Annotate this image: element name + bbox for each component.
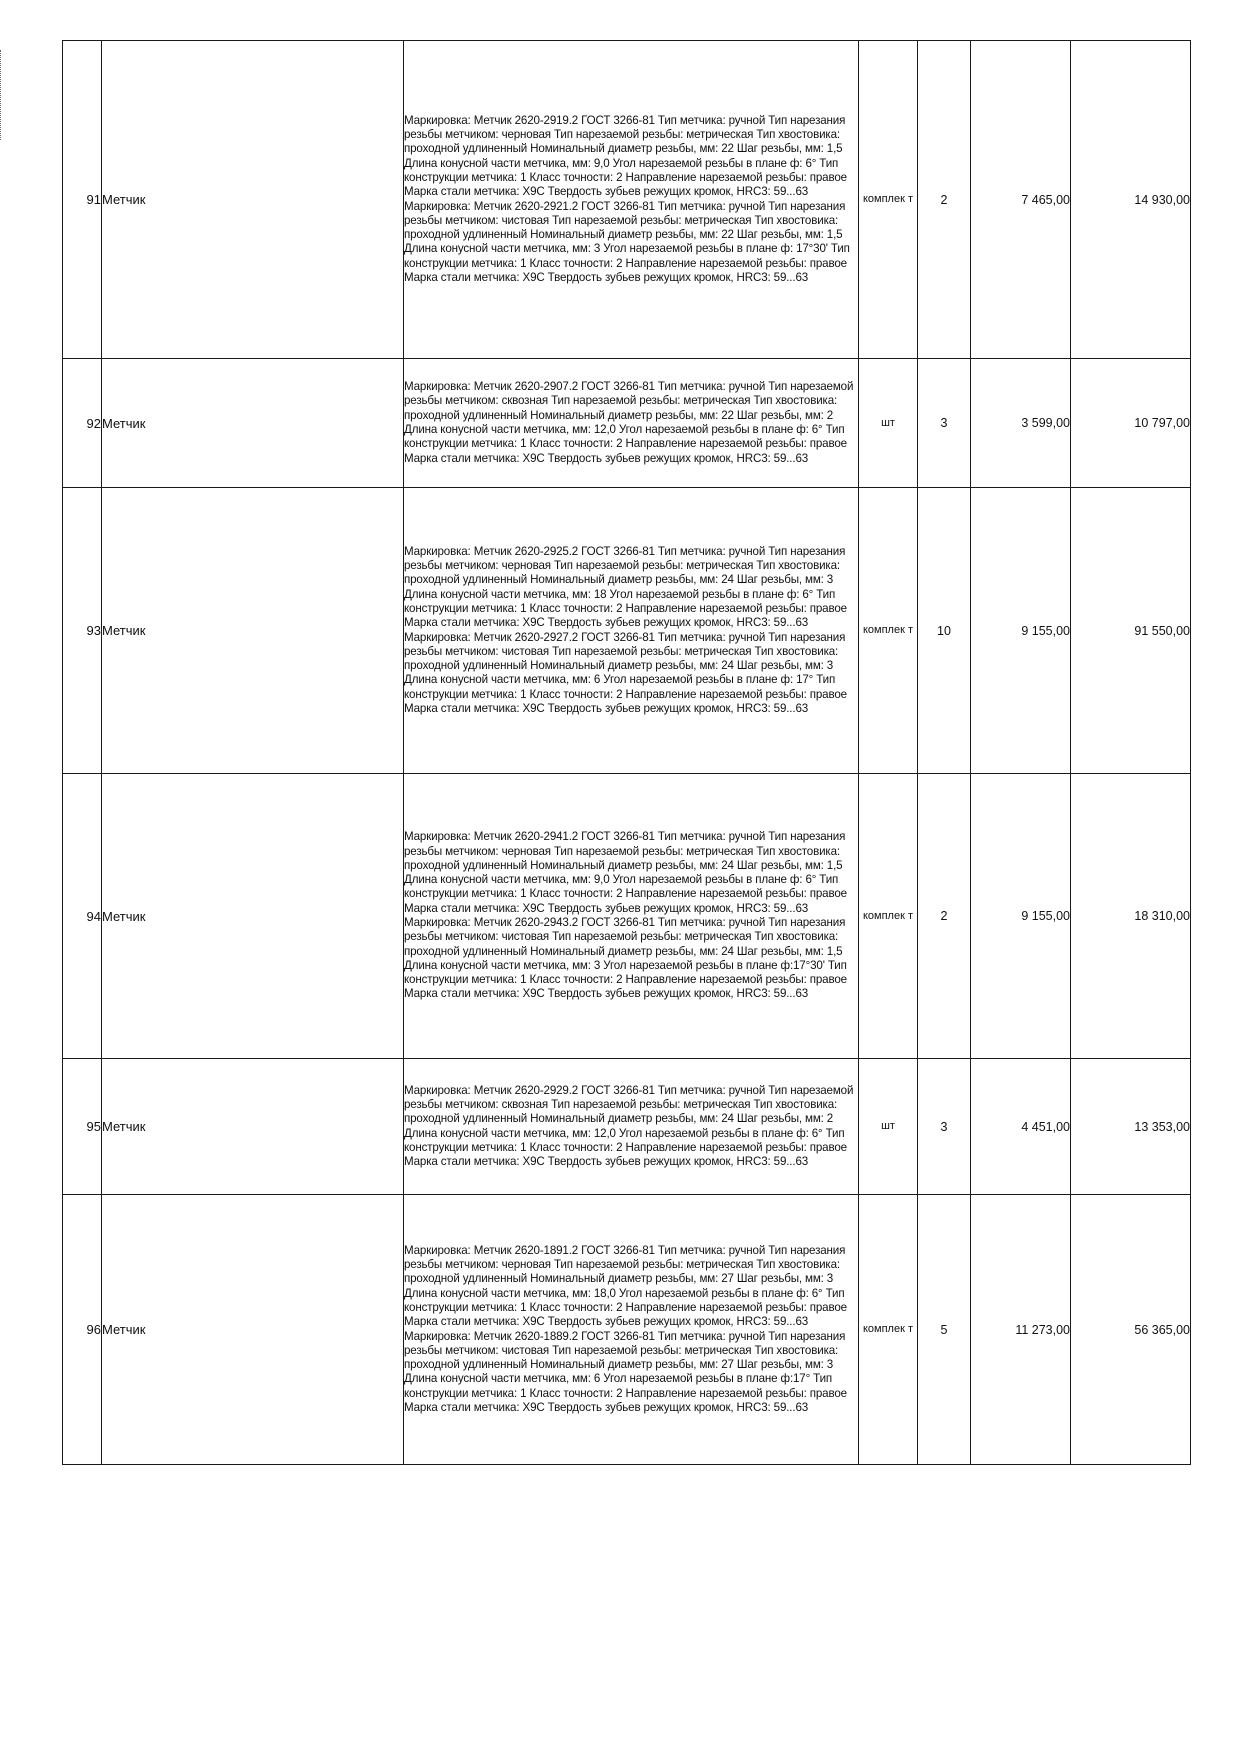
table-row — [63, 1059, 1191, 1195]
line-total: 91 550,00 — [1071, 488, 1191, 774]
quantity: 2 — [918, 774, 971, 1059]
unit-price: 9 155,00 — [971, 488, 1071, 774]
quantity: 2 — [918, 41, 971, 359]
item-description: Маркировка: Метчик 2620-2941.2 ГОСТ 3266-81 Тип метчика: ручной Тип нарезания резьбы метчиком: черновая Тип нарезаемой резьбы: метрическая Тип хвостовика: проходной удлиненный Номинальный диаметр резьбы, мм: 24 Шаг резьбы, мм: 1,5 Длина конусной части метчика, мм: 9,0 Угол нарезаемой резьбы в плане ф: 6° Тип конструкции метчика: 1 Класс точности: 2 Направление нарезаемой резьбы: правое Марка стали метчика: Х9С Твердость зубьев режущих кромок, HRC3: 59...63 Маркировка: Метчик 2620-2943.2 ГОСТ 3266-81 Тип метчика: ручной Тип нарезания резьбы метчиком: чистовая Тип нарезаемой резьбы: метрическая Тип хвостовика: проходной удлиненный Номинальный диаметр резьбы, мм: 24 Шаг резьбы, мм: 1,5 Длина конусной части метчика, мм: 3 Угол нарезаемой резьбы в плане ф:17°30' Тип конструкции метчика: 1 Класс точности: 2 Направление нарезаемой резьбы: правое Марка стали метчика: Х9С Твердость зубьев режущих кромок, HRC3: 59...63 — [404, 774, 859, 1059]
unit-price: 9 155,00 — [971, 774, 1071, 1059]
unit-of-measure: комплек т — [859, 1195, 918, 1465]
unit-of-measure: комплек т — [859, 41, 918, 359]
table-row — [63, 1195, 1191, 1465]
item-name: Метчик — [102, 488, 404, 774]
quantity: 10 — [918, 488, 971, 774]
item-description: Маркировка: Метчик 2620-2929.2 ГОСТ 3266-81 Тип метчика: ручной Тип нарезаемой резьбы метчиком: сквозная Тип нарезаемой резьбы: метрическая Тип хвостовика: проходной удлиненный Номинальный диаметр резьбы, мм: 24 Шаг резьбы, мм: 2 Длина конусной части метчика, мм: 12,0 Угол нарезаемой резьбы в плане ф: 6° Тип конструкции метчика: 1 Класс точности: 2 Направление нарезаемой резьбы: правое Марка стали метчика: Х9С Твердость зубьев режущих кромок, HRC3: 59...63 — [404, 1059, 859, 1195]
quantity: 3 — [918, 359, 971, 488]
unit-price: 4 451,00 — [971, 1059, 1071, 1195]
unit-price: 7 465,00 — [971, 41, 1071, 359]
table-row — [63, 774, 1191, 1059]
item-name: Метчик — [102, 1195, 404, 1465]
unit-price: 11 273,00 — [971, 1195, 1071, 1465]
row-number: 91 — [63, 41, 102, 359]
quantity: 3 — [918, 1059, 971, 1195]
line-total: 56 365,00 — [1071, 1195, 1191, 1465]
item-name: Метчик — [102, 774, 404, 1059]
row-number: 95 — [63, 1059, 102, 1195]
unit-price: 3 599,00 — [971, 359, 1071, 488]
table-row — [63, 359, 1191, 488]
unit-of-measure: комплек т — [859, 774, 918, 1059]
table-row — [63, 488, 1191, 774]
scan-margin-marks — [0, 50, 5, 140]
item-description: Маркировка: Метчик 2620-2925.2 ГОСТ 3266-81 Тип метчика: ручной Тип нарезания резьбы метчиком: черновая Тип нарезаемой резьбы: метрическая Тип хвостовика: проходной удлиненный Номинальный диаметр резьбы, мм: 24 Шаг резьбы, мм: 3 Длина конусной части метчика, мм: 18 Угол нарезаемой резьбы в плане ф: 6° Тип конструкции метчика: 1 Класс точности: 2 Направление нарезаемой резьбы: правое Марка стали метчика: Х9С Твердость зубьев режущих кромок, HRC3: 59...63 Маркировка: Метчик 2620-2927.2 ГОСТ 3266-81 Тип метчика: ручной Тип нарезания резьбы метчиком: чистовая Тип нарезаемой резьбы: метрическая Тип хвостовика: проходной удлиненный Номинальный диаметр резьбы, мм: 24 Шаг резьбы, мм: 3 Длина конусной части метчика, мм: 6 Угол нарезаемой резьбы в плане ф: 17° Тип конструкции метчика: 1 Класс точности: 2 Направление нарезаемой резьбы: правое Марка стали метчика: Х9С Твердость зубьев режущих кромок, HRC3: 59...63 — [404, 488, 859, 774]
specification-table — [62, 40, 1191, 1465]
item-description: Маркировка: Метчик 2620-2907.2 ГОСТ 3266-81 Тип метчика: ручной Тип нарезаемой резьбы метчиком: сквозная Тип нарезаемой резьбы: метрическая Тип хвостовика: проходной удлиненный Номинальный диаметр резьбы, мм: 22 Шаг резьбы, мм: 2 Длина конусной части метчика, мм: 12,0 Угол нарезаемой резьбы в плане ф: 6° Тип конструкции метчика: 1 Класс точности: 2 Направление нарезаемой резьбы: правое Марка стали метчика: Х9С Твердость зубьев режущих кромок, HRC3: 59...63 — [404, 359, 859, 488]
item-description: Маркировка: Метчик 2620-1891.2 ГОСТ 3266-81 Тип метчика: ручной Тип нарезания резьбы метчиком: черновая Тип нарезаемой резьбы: метрическая Тип хвостовика: проходной удлиненный Номинальный диаметр резьбы, мм: 27 Шаг резьбы, мм: 3 Длина конусной части метчика, мм: 18,0 Угол нарезаемой резьбы в плане ф: 6° Тип конструкции метчика: 1 Класс точности: 2 Направление нарезаемой резьбы: правое Марка стали метчика: Х9С Твердость зубьев режущих кромок, HRC3: 59...63 Маркировка: Метчик 2620-1889.2 ГОСТ 3266-81 Тип метчика: ручной Тип нарезания резьбы метчиком: чистовая Тип нарезаемой резьбы: метрическая Тип хвостовика: проходной удлиненный Номинальный диаметр резьбы, мм: 27 Шаг резьбы, мм: 3 Длина конусной части метчика, мм: 6 Угол нарезаемой резьбы в плане ф:17° Тип конструкции метчика: 1 Класс точности: 2 Направление нарезаемой резьбы: правое Марка стали метчика: Х9С Твердость зубьев режущих кромок, HRC3: 59...63 — [404, 1195, 859, 1465]
row-number: 94 — [63, 774, 102, 1059]
row-number: 96 — [63, 1195, 102, 1465]
table-row — [63, 41, 1191, 359]
line-total: 10 797,00 — [1071, 359, 1191, 488]
line-total: 13 353,00 — [1071, 1059, 1191, 1195]
quantity: 5 — [918, 1195, 971, 1465]
unit-of-measure: шт — [859, 1059, 918, 1195]
line-total: 14 930,00 — [1071, 41, 1191, 359]
line-total: 18 310,00 — [1071, 774, 1191, 1059]
item-name: Метчик — [102, 41, 404, 359]
unit-of-measure: шт — [859, 359, 918, 488]
row-number: 93 — [63, 488, 102, 774]
item-name: Метчик — [102, 359, 404, 488]
item-name: Метчик — [102, 1059, 404, 1195]
row-number: 92 — [63, 359, 102, 488]
item-description: Маркировка: Метчик 2620-2919.2 ГОСТ 3266-81 Тип метчика: ручной Тип нарезания резьбы метчиком: черновая Тип нарезаемой резьбы: метрическая Тип хвостовика: проходной удлиненный Номинальный диаметр резьбы, мм: 22 Шаг резьбы, мм: 1,5 Длина конусной части метчика, мм: 9,0 Угол нарезаемой резьбы в плане ф: 6° Тип конструкции метчика: 1 Класс точности: 2 Направление нарезаемой резьбы: правое Марка стали метчика: Х9С Твердость зубьев режущих кромок, HRC3: 59...63 Маркировка: Метчик 2620-2921.2 ГОСТ 3266-81 Тип метчика: ручной Тип нарезания резьбы метчиком: чистовая Тип нарезаемой резьбы: метрическая Тип хвостовика: проходной удлиненный Номинальный диаметр резьбы, мм: 22 Шаг резьбы, мм: 1,5 Длина конусной части метчика, мм: 3 Угол нарезаемой резьбы в плане ф: 17°30' Тип конструкции метчика: 1 Класс точности: 2 Направление нарезаемой резьбы: правое Марка стали метчика: Х9С Твердость зубьев режущих кромок, HRC3: 59...63 — [404, 41, 859, 359]
unit-of-measure: комплек т — [859, 488, 918, 774]
